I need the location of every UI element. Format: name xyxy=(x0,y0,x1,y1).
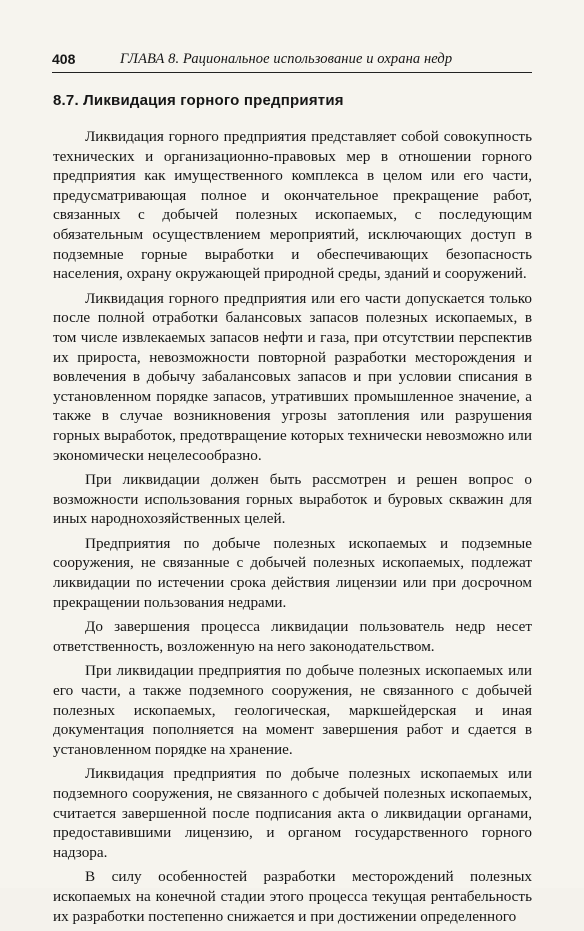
paragraph-4: Предприятия по добыче полезных ископаемых и подземные сооружения, не связанные с добычей полезных ископаемых, подлежат ликвидации по истечении срока действия лицензии или при досрочном прекращении пользования недрами. xyxy=(53,534,532,611)
paragraph-6: При ликвидации предприятия по добыче полезных ископаемых или его части, а также подземного сооружения, не связанного с добычей полезных ископаемых, геологическая, маркшейдерская и иная документация пополняется на момент завершения работ и сдается в установленном порядке на хранение. xyxy=(53,662,532,758)
chapter-title: ГЛАВА 8. Рациональное использование и охрана недр xyxy=(120,51,453,67)
running-head xyxy=(52,50,532,72)
paragraph-1: Ликвидация горного предприятия представляет собой совокупность технических и организационно-правовых мер в отношении горного предприятия как имущественного комплекса в целом или его части, предусматривающая полное и окончательное прекращение работ, связанных с добычей полезных ископаемых, с последующим обязательным осуществлением мероприятий, исключающих доступ в подземные горные выработки и обеспечивающих безопасность населения, охрану окружающей природной среды, зданий и сооружений. xyxy=(53,128,532,283)
header-rule xyxy=(52,72,532,73)
paragraph-2: Ликвидация горного предприятия или его части допускается только после полной отработки балансовых запасов полезных ископаемых, в том числе извлекаемых запасов нефти и газа, при отсутствии перспектив их прироста, невозможности повторной разработки месторождения и вовлечения в добычу забалансовых запасов и при условии списания в установленном порядке запасов, утративших промышленное значение, а также в случае возникновения угрозы затопления или разрушения горных выработок, предотвращение которых технически невозможно или экономически нецелесообразно. xyxy=(53,289,532,464)
page-number: 408 xyxy=(52,51,76,67)
section-title: 8.7. Ликвидация горного предприятия xyxy=(53,92,344,109)
body-text xyxy=(53,127,532,931)
paragraph-3: При ликвидации должен быть рассмотрен и решен вопрос о возможности использования горных выработок и буровых скважин для иных народнохозяйственных целей. xyxy=(53,471,532,528)
paragraph-5: До завершения процесса ликвидации пользователь недр несет ответственность, возложенную на него законодательством. xyxy=(53,618,532,655)
paragraph-7: Ликвидация предприятия по добыче полезных ископаемых или подземного сооружения, не связанного с добычей полезных ископаемых, считается завершенной после подписания акта о ликвидации органами, предоставившими лицензию, и органом государственного горного надзора. xyxy=(53,765,532,861)
paragraph-8: В силу особенностей разработки месторождений полезных ископаемых на конечной стадии этого процесса текущая рентабельность их разработки постепенно снижается и при достижении определенного xyxy=(53,868,532,925)
